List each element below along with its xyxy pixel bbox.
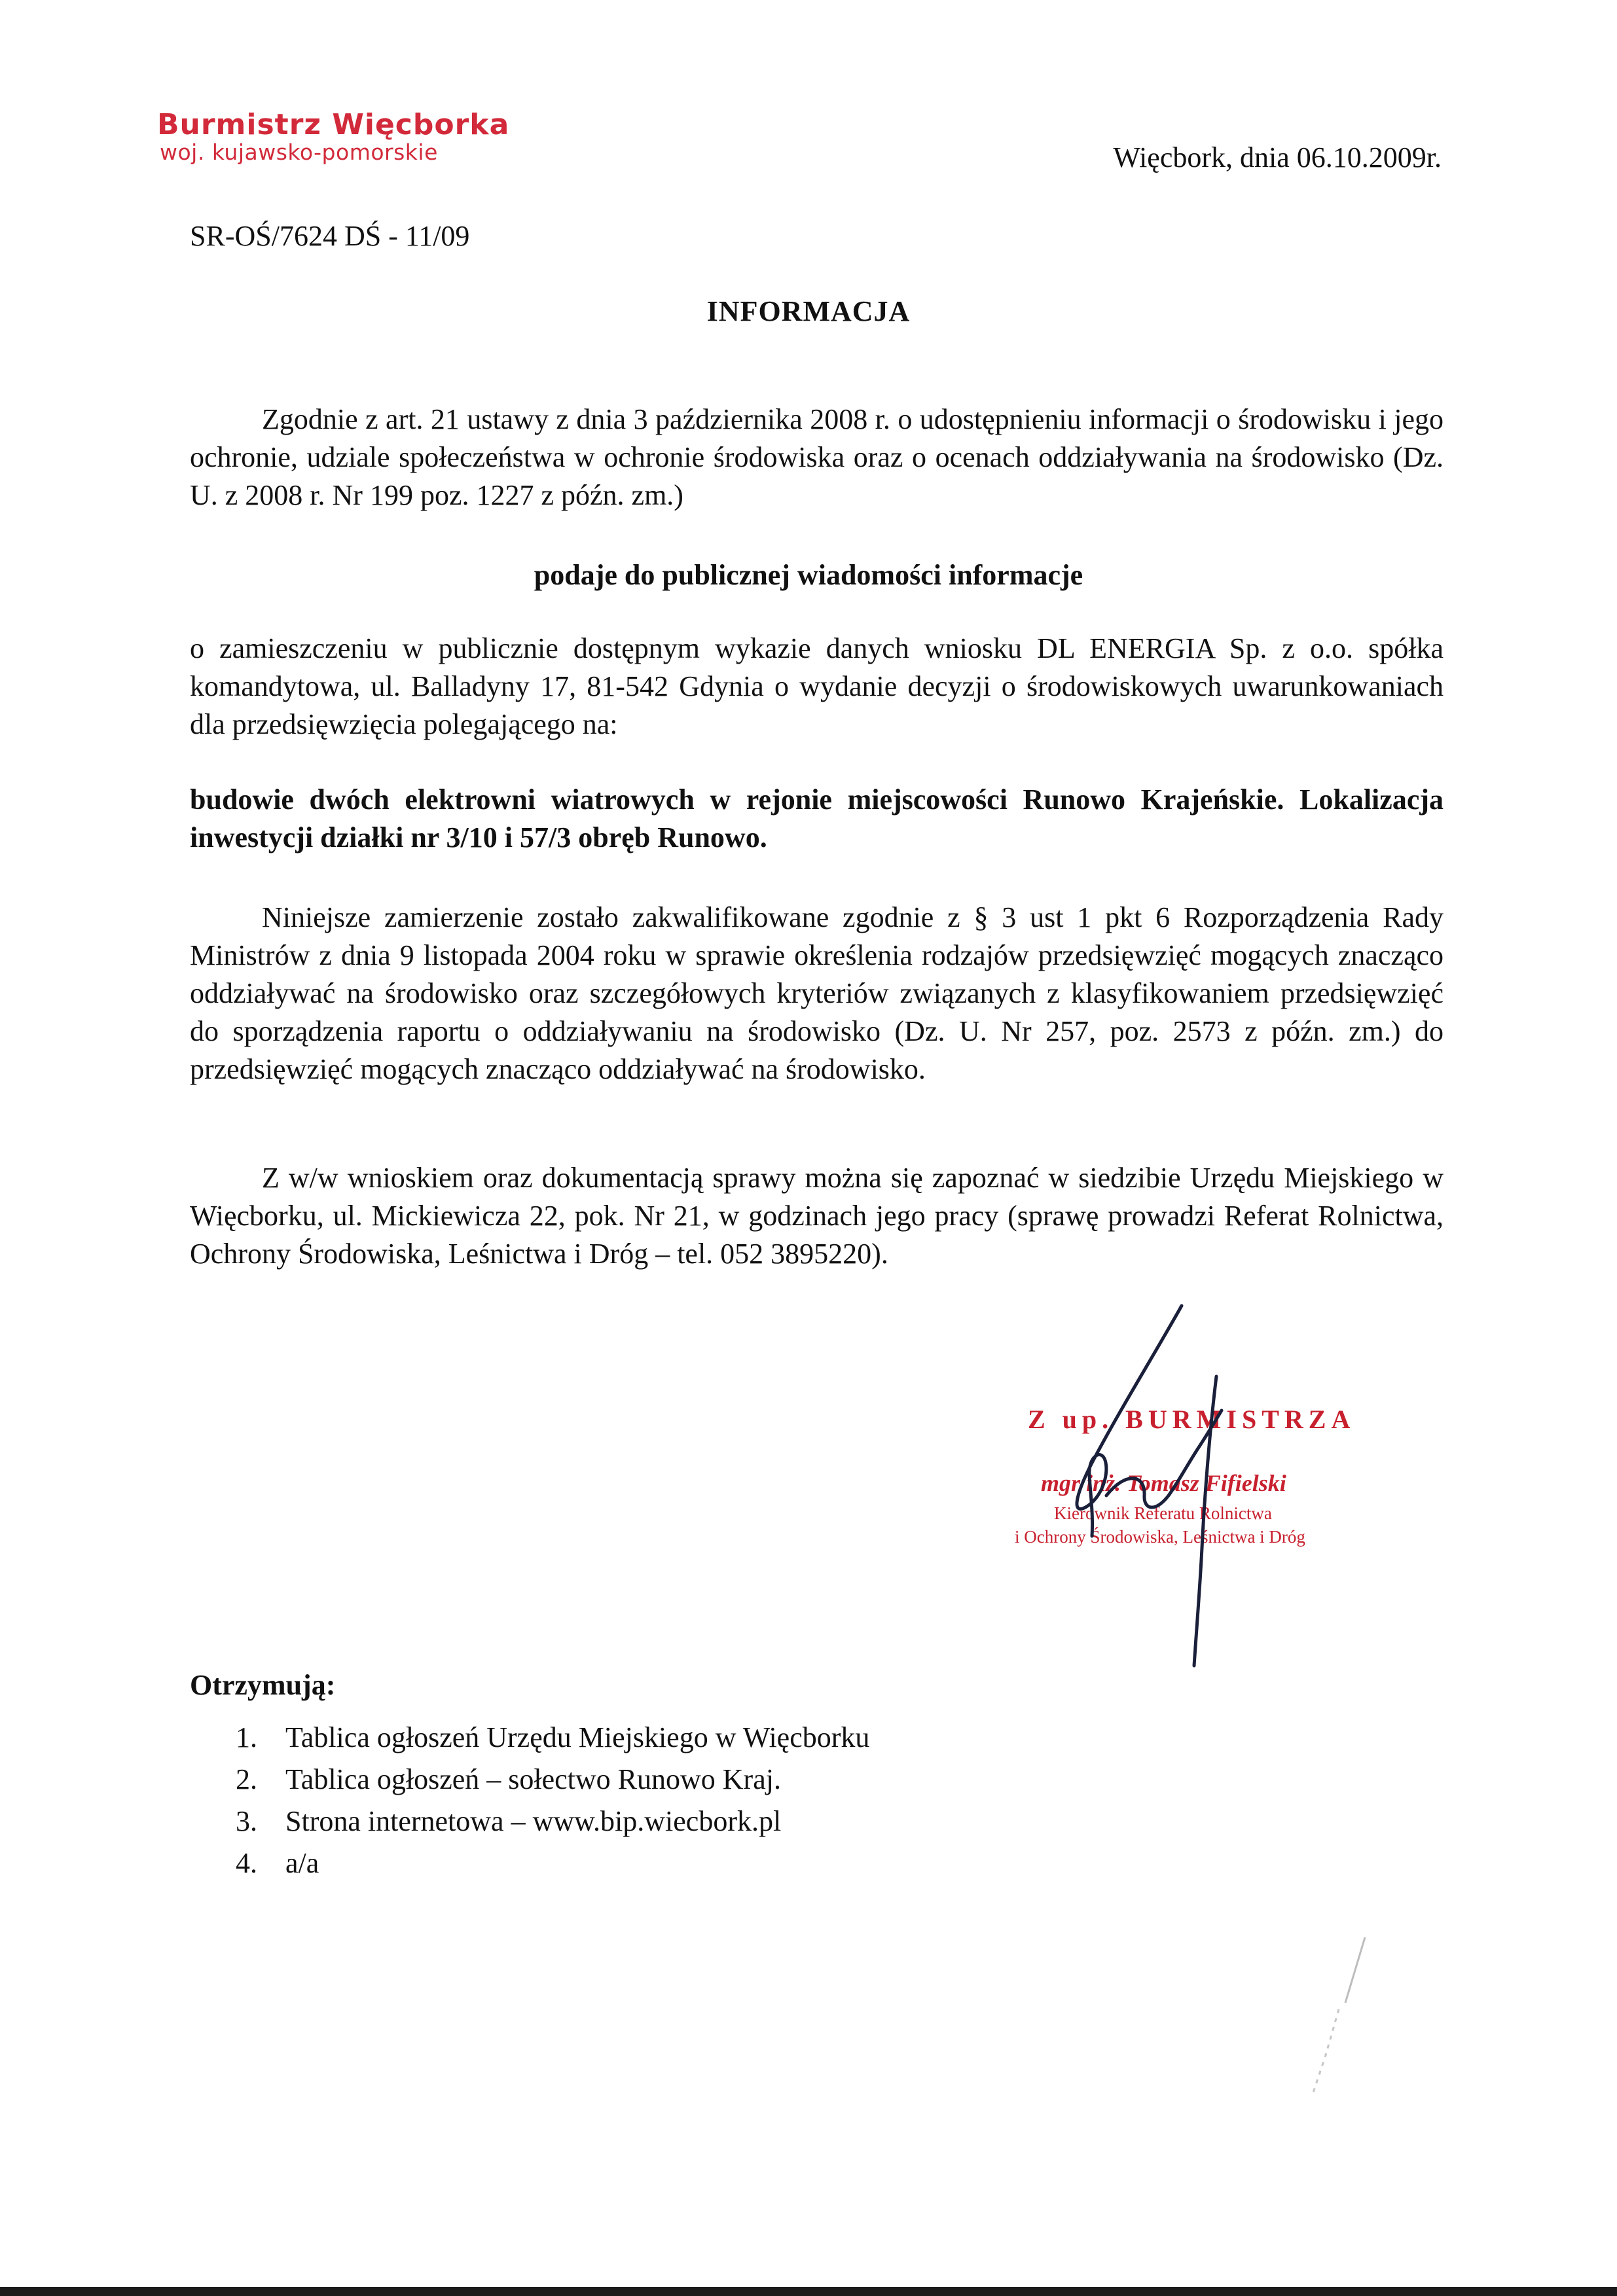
qualification-paragraph: Niniejsze zamierzenie zostało zakwalifikowane zgodnie z § 3 ust 1 pkt 6 Rozporządzenia Rady Ministrów z dnia 9 listopada 2004 roku w sprawie określenia rodzajów przedsięwzięć mogących znacząco oddziaływać na środowisko oraz szczegółowych kryteriów związanych z klasyfikowaniem przedsięwzięć do sporządzenia raportu o oddziaływaniu na środowisko (Dz. U. Nr 257, poz. 2573 z późn. zm.) do przedsięwzięć mogących znacząco oddziaływać na środowisko. <box>190 901 1444 1085</box>
list-item <box>236 1759 869 1801</box>
list-item-number: 1. <box>236 1721 257 1753</box>
project-description: budowie dwóch elektrowni wiatrowych w rejonie miejscowości Runowo Krajeńskie. Lokalizacja inwestycji działki nr 3/10 i 57/3 obręb Runowo. <box>190 783 1444 853</box>
recipients-heading: Otrzymują: <box>190 1669 336 1701</box>
recipients-list <box>236 1717 869 1884</box>
list-item-number: 2. <box>236 1763 257 1795</box>
announcement-heading: podaje do publicznej wiadomości informacje <box>534 559 1083 591</box>
signature-stroke-main <box>1077 1306 1182 1536</box>
issuer-stamp <box>157 110 509 164</box>
reference-number: SR-OŚ/7624 DŚ - 11/09 <box>190 220 470 252</box>
place-and-date: Więcbork, dnia 06.10.2009r. <box>1113 141 1442 173</box>
list-item-text: a/a <box>285 1847 319 1879</box>
list-item <box>236 1717 869 1759</box>
list-item <box>236 1842 869 1884</box>
pencil-mark-2 <box>1313 2009 1339 2094</box>
signature-stroke-vertical <box>1194 1376 1216 1666</box>
signature-stamp-role-line2: i Ochrony Środowiska, Leśnictwa i Dróg <box>1015 1527 1305 1547</box>
signature-stamp-name: mgr inż. Tomasz Fifielski <box>1041 1470 1286 1496</box>
list-item-number: 4. <box>236 1847 257 1879</box>
signature-stamp-title: Z up. BURMISTRZA <box>1028 1405 1356 1434</box>
issuer-stamp-title: Burmistrz Więcborka <box>157 108 510 141</box>
list-item-number: 3. <box>236 1805 257 1837</box>
application-paragraph: o zamieszczeniu w publicznie dostępnym wykazie danych wniosku DL ENERGIA Sp. z o.o. spółka komandytowa, ul. Balladyny 17, 81-542 Gdynia o wydanie decyzji o środowiskowych uwarunkowaniach dla przedsięwzięcia polegającego na: <box>190 632 1444 740</box>
signature-stamp-role-line1: Kierownik Referatu Rolnictwa <box>1054 1503 1272 1523</box>
issuer-stamp-region: woj. kujawsko-pomorskie <box>160 139 438 166</box>
pencil-mark-1 <box>1345 1937 1365 2003</box>
list-item-text: Tablica ogłoszeń – sołectwo Runowo Kraj. <box>285 1763 781 1795</box>
list-item-text: Strona internetowa – www.bip.wiecbork.pl <box>285 1805 782 1837</box>
document-title: INFORMACJA <box>706 295 911 327</box>
scan-bottom-edge <box>0 2287 1617 2296</box>
legal-basis-paragraph: Zgodnie z art. 21 ustawy z dnia 3 października 2008 r. o udostępnieniu informacji o środowisku i jego ochronie, udziale społeczeństwa w ochronie środowiska oraz o ocenach oddziaływania na środowisko (Dz. U. z 2008 r. Nr 199 poz. 1227 z późn. zm.) <box>190 403 1444 511</box>
list-item <box>236 1801 869 1842</box>
handwritten-signature <box>1041 1299 1342 1676</box>
margin-pencil-marks <box>1267 1931 1385 2101</box>
contact-paragraph: Z w/w wnioskiem oraz dokumentacją sprawy można się zapoznać w siedzibie Urzędu Miejskiego w Więcborku, ul. Mickiewicza 22, pok. Nr 21, w godzinach jego pracy (sprawę prowadzi Referat Rolnictwa, Ochrony Środowiska, Leśnictwa i Dróg – tel. 052 3895220). <box>190 1162 1444 1270</box>
list-item-text: Tablica ogłoszeń Urzędu Miejskiego w Więcborku <box>285 1721 870 1753</box>
